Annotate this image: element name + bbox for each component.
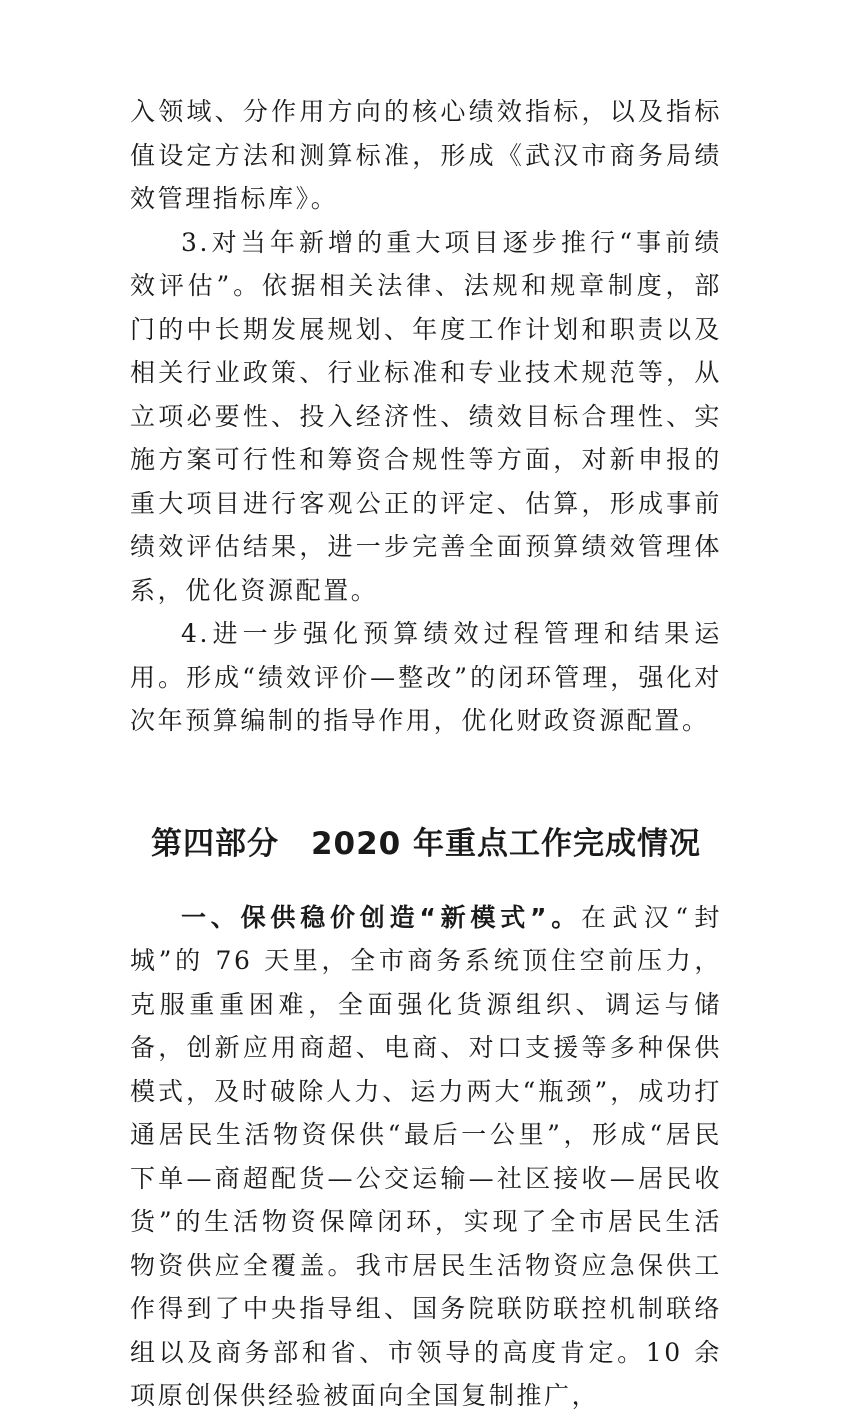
paragraph-indicator-library: 入领域、分作用方向的核心绩效指标，以及指标值设定方法和测算标准，形成《武汉市商务局绩效管理指标库》。: [130, 97, 722, 213]
paragraph-process-management: 4.进一步强化预算绩效过程管理和结果运用。形成“绩效评价—整改”的闭环管理，强化对次年预算编制的指导作用，优化财政资源配置。: [130, 619, 722, 735]
paragraph-pre-assessment: 3.对当年新增的重大项目逐步推行“事前绩效评估”。依据相关法律、法规和规章制度，部门的中长期发展规划、年度工作计划和职责以及相关行业政策、行业标准和专业技术规范等，从立项必要性、投入经济性、绩效目标合理性、实施方案可行性和筹资合规性等方面，对新申报的重大项目进行客观公正的评定、估算，形成事前绩效评估结果，进一步完善全面预算绩效管理体系，优化资源配置。: [130, 227, 722, 605]
document-body: [130, 90, 722, 1418]
paragraph-supply-model: [130, 896, 722, 1418]
section-heading: 第四部分 2020 年重点工作完成情况: [150, 825, 702, 862]
paragraph-body: 在武汉“封城”的 76 天里，全市商务系统顶住空前压力，克服重重困难，全面强化货源组织、调运与储备，创新应用商超、电商、对口支援等多种保供模式，及时破除人力、运力两大“瓶颈”，成功打通居民生活物资保供“最后一公里”，形成“居民下单—商超配货—公交运输—社区接收—居民收货”的生活物资保障闭环，实现了全市居民生活物资供应全覆盖。我市居民生活物资应急保供工作得到了中央指导组、国务院联防联控机制联络组以及商务部和省、市领导的高度肯定。10 余项原创保供经验被面向全国复制推广，: [130, 902, 722, 1410]
paragraph-lead: 一、保供稳价创造“新模式”。: [181, 902, 582, 932]
